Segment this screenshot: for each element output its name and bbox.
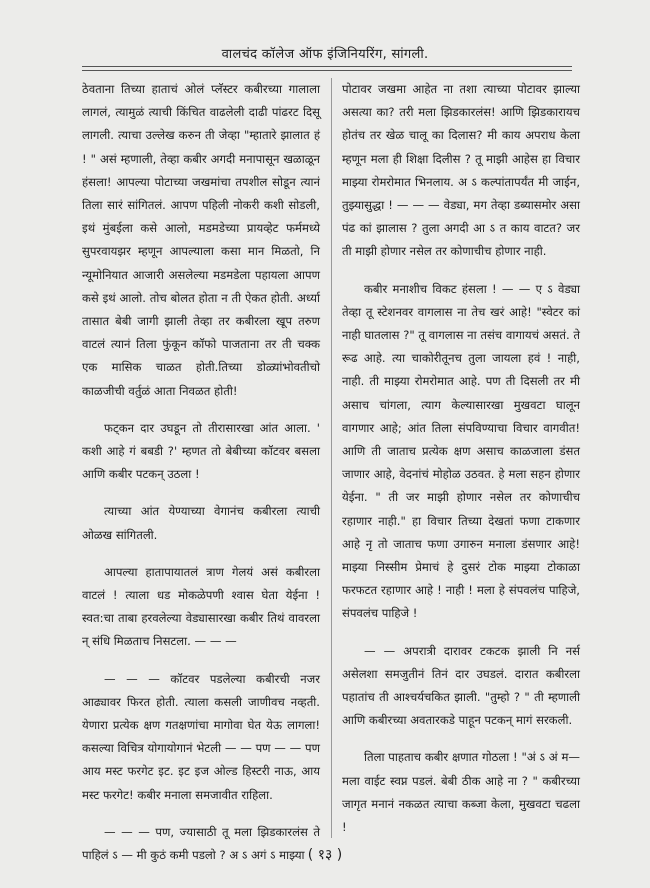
paragraph: — — — पण, ज्यासाठी तू मला झिडकारलंस ते पाहिलं ऽ — मी कुठं कमी पडलो ? अ ऽ अगं ऽ माझ्या bbox=[82, 824, 320, 863]
paragraph: तिला पाहताच कबीर क्षणात गोठला ! "अं ऽ अं म—मला वाईट स्वप्न पडलं. बेबी ठीक आहे ना ? " कबीरच्या जागृत मनानं नकळत त्याचा कब्जा केला, मुखवटा चढला ! bbox=[342, 750, 580, 835]
page-number: ( १३ ) bbox=[307, 847, 343, 863]
paragraph: — — — कॉटवर पडलेल्या कबीरची नजर आढ्यावर फिरत होती. त्याला कसली जाणीवच नव्हती. येणारा प्रत्येक क्षण गतक्षणांचा मागोवा घेत येऊ लागला! कसल्या विचित्र योगायोगानं भेटली — — पण — — पण आय मस्ट फरगेट इट. इट इज ओल्ड हिस्टरी नाऊ, आय मस्ट फरगेट! कबीर मनाला समजावीत राहिला. bbox=[82, 671, 320, 802]
paragraph: फट्कन दार उघडून तो तीरासारखा आंत आला. ' कशी आहे गं बबडी ?' म्हणत तो बेबीच्या कॉटवर बसला आणि कबीर पटकन् उठला ! bbox=[82, 420, 320, 482]
header-rule bbox=[82, 66, 572, 67]
page-header: वालचंद कॉलेज ऑफ इंजिनियरिंग, सांगली. bbox=[221, 47, 429, 62]
left-column bbox=[82, 78, 320, 881]
column-divider bbox=[331, 78, 332, 838]
paragraph: कबीर मनाशीच विकट हंसला ! — — ए ऽ वेड्या तेव्हा तू स्टेशनवर वागलास ना तेच खरं आहे! "स्वेटर कां नाही घातलास ?" तू वागलास ना तसंच वागायचं असतं. ते रूढ आहे. त्या चाकोरीतूनच तुला जायला हवं ! नाही, नाही. ती माझ्या रोमरोमात आहे. पण ती दिसली तर मी असाच चांगला, त्याग केल्यासारखा मुखवटा घालून वागणार आहे; आंत तिला संपविण्याचा विचार वागवीत! आणि ती जाताच प्रत्येक क्षण असाच काळजाला डंसत जाणार आहे, वेदनांचं मोहोळ उठवत. हे मला सहन होणार येईना. " ती जर माझी होणार नसेल तर कोणाचीच रहाणार नाही." हा विचार तिच्या देखतां फणा टाकणार आहे नृ तो जाताच फणा उगारुन मनाला डंसणार आहे! माझ्या निस्सीम प्रेमाचं हे दुसरं टोक माझ्या टोकाळा फरफटत रहाणार आहे ! नाही ! मला हे संपवलंच पाहिजे, संपवलंच पाहिजे ! bbox=[342, 281, 580, 621]
right-column bbox=[342, 78, 580, 853]
paragraph: ठेवताना तिच्या हाताचं ओलं प्लॅस्टर कबीरच्या गालाला लागलं, त्यामुळं त्याची किंचित वाढलेली दाढी पांढरट दिसू लागली. त्याचा उल्लेख करुन ती जेव्हा "म्हातारे झालात हं ! " असं म्हणाली, तेव्हा कबीर अगदी मनापासून खळाळून हंसला! आपल्या पोटाच्या जखमांचा तपशील सोडून त्यानं तिला सारं सांगितलं. आपण पहिली नोकरी कशी सोडली, इथं मुंबईला कसे आलो, मडमडेच्या प्रायव्हेट फर्ममध्ये सुपरवायझर म्हणून आपल्याला कसा मान मिळतो, नि न्यूमोनियात आजारी असलेल्या मडमडेला पहायला आपण कसे इथं आलो. तोच बोलत होता न ती ऐकत होती. अर्ध्या तासात बेबी जागी झाली तेव्हा तर कबीरला खूप तरुण वाटलं त्यानं तिला फुंकून कॉफो पाजताना तर ती चक्क एक मासिक चाळत होती.तिच्या डोळ्यांभोवतीचो काळजीची वर्तुळं आता निवळत होती! bbox=[82, 82, 320, 398]
paragraph: पोटावर जखमा आहेत ना तशा त्याच्या पोटावर झाल्या असत्या का? तरी मला झिडकारलंस! आणि झिडकारायच होतंच तर खेळ चालू का दिलास? मी काय अपराध केला म्हणून मला ही शिक्षा दिलीस ? तू माझी आहेस हा विचार माझ्या रोमरोमात भिनलाय. अ ऽ कल्पांतापर्यंत मी जाईन, तुझ्यासुद्धा ! — — — वेड्या, मग तेव्हा डब्यासमोर असा पंढ कां झालास ? तुला अगदी आ ऽ त काय वाटत? जर ती माझी होणार नसेल तर कोणाचीच होणार नाही. bbox=[342, 82, 580, 259]
header-rule-inner bbox=[82, 70, 572, 71]
paragraph: त्याच्या आंत येण्याच्या वेगानंच कबीरला त्याची ओळख सांगितली. bbox=[82, 504, 320, 542]
paragraph: आपल्या हातापायातलं त्राण गेलयं असं कबीरला वाटलं ! त्याला धड मोकळेपणी श्वास घेता येईना ! स्वत:चा ताबा हरवलेल्या वेड्यासारखा कबीर तिथं वावरला न् संधि मिळताच निसटला. — — — bbox=[82, 564, 320, 649]
paragraph: — — अपरात्री दारावर टकटक झाली नि नर्स असेलशा समजुतीनं तिनं दार उघडलं. दारात कबीरला पहातांच ती आश्चर्यचकित झाली. "तुम्हो ? " ती म्हणाली आणि कबीरच्या अवतारकडे पाहून पटकन् मागं सरकली. bbox=[342, 643, 580, 728]
